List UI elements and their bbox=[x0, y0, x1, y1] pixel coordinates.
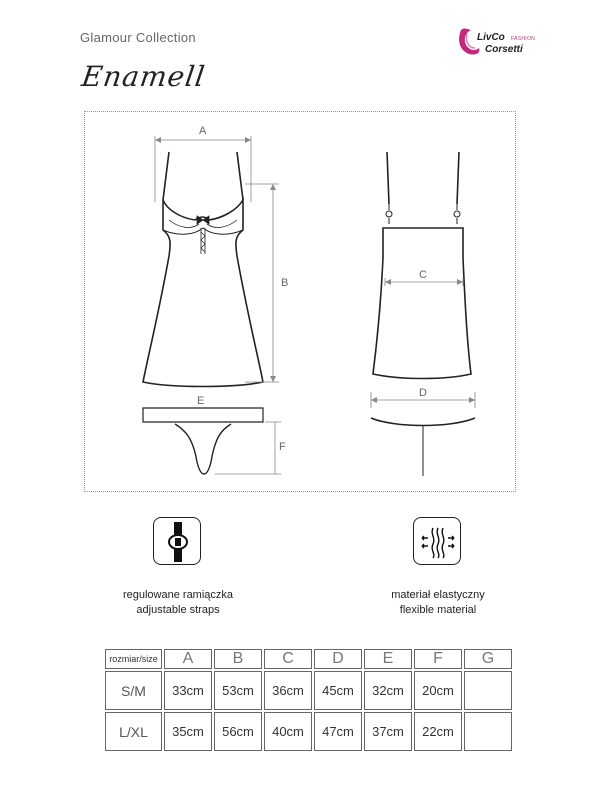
size-cell-f: 22cm bbox=[414, 712, 462, 751]
dimension-label-e: E bbox=[197, 395, 205, 407]
column-header-a: A bbox=[164, 649, 212, 669]
front-lace-zigzag bbox=[201, 232, 205, 252]
front-thong-waistband bbox=[143, 408, 263, 422]
dimension-label-f: F bbox=[279, 441, 286, 453]
size-cell-b: 53cm bbox=[214, 671, 262, 710]
size-cell-b: 56cm bbox=[214, 712, 262, 751]
column-header-c: C bbox=[264, 649, 312, 669]
front-strap-left bbox=[163, 152, 169, 200]
size-cell-a: 35cm bbox=[164, 712, 212, 751]
brand-logo bbox=[455, 26, 545, 66]
size-cell-c: 40cm bbox=[264, 712, 312, 751]
size-cell-g bbox=[464, 712, 512, 751]
size-cell-d: 45cm bbox=[314, 671, 362, 710]
column-header-e: E bbox=[364, 649, 412, 669]
size-cell-g bbox=[464, 671, 512, 710]
back-chemise-outline bbox=[373, 228, 471, 379]
column-header-b: B bbox=[214, 649, 262, 669]
size-cell-f: 20cm bbox=[414, 671, 462, 710]
front-cup-inner bbox=[169, 220, 237, 227]
column-header-d: D bbox=[314, 649, 362, 669]
front-strap-right bbox=[237, 152, 243, 200]
elastic-material-icon bbox=[413, 517, 461, 565]
garment-technical-drawing bbox=[85, 112, 517, 493]
product-name: Enamell bbox=[79, 60, 208, 93]
logo-text-livco: LivCo bbox=[477, 32, 505, 43]
feature-label-elastic bbox=[338, 588, 538, 618]
size-label: L/XL bbox=[105, 712, 162, 751]
adjustable-strap-icon bbox=[153, 517, 201, 565]
size-cell-a: 33cm bbox=[164, 671, 212, 710]
front-cup-line bbox=[163, 228, 243, 234]
logo-text-corsetti: Corsetti bbox=[485, 44, 523, 55]
size-table-header bbox=[105, 649, 512, 669]
back-thong-waistband bbox=[371, 418, 475, 426]
back-strap-right bbox=[457, 152, 459, 204]
table-row bbox=[105, 712, 512, 751]
feature-label-straps-en: adjustable straps bbox=[136, 604, 220, 616]
size-table-corner: rozmiar/size bbox=[105, 649, 162, 669]
logo-text-fashion: FASHION bbox=[511, 36, 536, 42]
column-header-f: F bbox=[414, 649, 462, 669]
feature-label-straps bbox=[78, 588, 278, 618]
collection-title: Glamour Collection bbox=[80, 30, 196, 45]
technical-drawing-frame bbox=[84, 111, 516, 492]
dimension-label-b: B bbox=[281, 277, 289, 289]
dimension-label-d: D bbox=[419, 387, 427, 399]
feature-label-straps-pl: regulowane ramiączka bbox=[122, 589, 234, 601]
size-cell-d: 47cm bbox=[314, 712, 362, 751]
back-strap-left bbox=[387, 152, 389, 204]
dimension-label-c: C bbox=[419, 269, 427, 281]
size-table bbox=[103, 647, 514, 753]
size-cell-c: 36cm bbox=[264, 671, 312, 710]
table-row bbox=[105, 671, 512, 710]
front-thong-body bbox=[175, 424, 231, 474]
size-label: S/M bbox=[105, 671, 162, 710]
feature-label-elastic-en: flexible material bbox=[399, 604, 477, 616]
feature-label-elastic-pl: materiał elastyczny bbox=[391, 589, 485, 601]
size-cell-e: 37cm bbox=[364, 712, 412, 751]
back-strap-slider-left bbox=[386, 211, 392, 217]
size-cell-e: 32cm bbox=[364, 671, 412, 710]
back-strap-slider-right bbox=[454, 211, 460, 217]
dimension-label-a: A bbox=[199, 125, 207, 137]
column-header-g: G bbox=[464, 649, 512, 669]
